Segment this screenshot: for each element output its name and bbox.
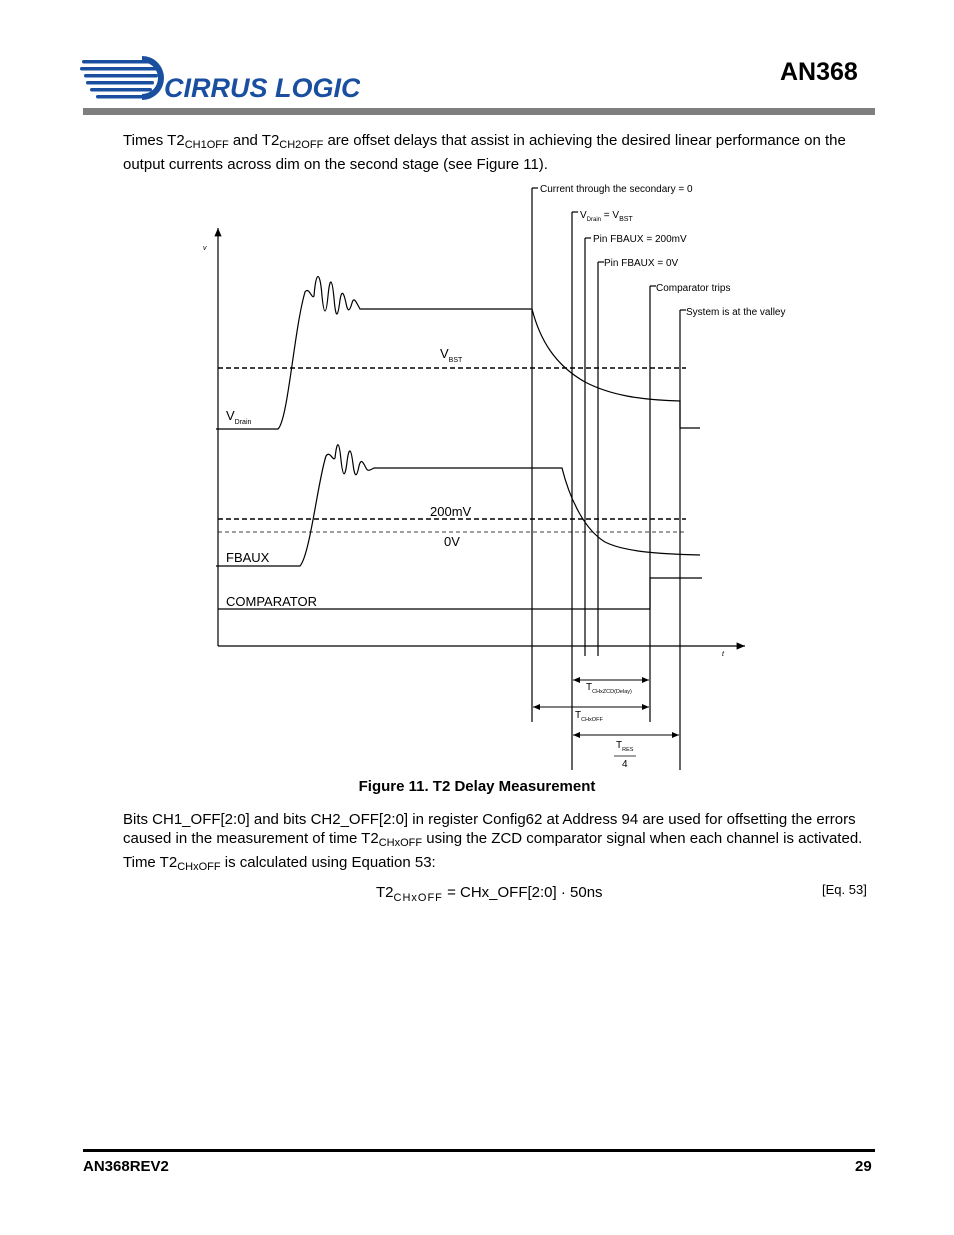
body-paragraph: Bits CH1_OFF[2:0] and bits CH2_OFF[2:0] in register Config62 at Address 94 are used for offsetting the errors caused in the measurement of time $T2_{CHxOFF}$ using the ZCD comparator signal when each channel is activated. Time $T2_{CHxOFF}$ is calculated using Equation 53: — [123, 811, 863, 873]
label-200mv: 200mV — [430, 504, 472, 519]
x-axis-label: t — [722, 651, 724, 658]
label-comparator: COMPARATOR — [226, 594, 318, 609]
label-vbst: $V_{BST}$ — [440, 346, 463, 364]
annotation-fbaux-0v: Pin FBAUX = 0V — [604, 258, 679, 269]
timing-diagram — [195, 178, 815, 778]
logo-mark-icon — [80, 50, 360, 110]
label-tres-denominator: 4 — [622, 759, 628, 770]
label-fbaux: FBAUX — [226, 550, 270, 565]
label-tres: $T_{RES}$ — [616, 740, 634, 753]
label-0v: 0V — [444, 534, 460, 549]
header-rule — [83, 108, 875, 115]
figure-caption: Figure 11. T2 Delay Measurement — [358, 778, 596, 795]
footer-doc-revision: AN368REV2 — [83, 1158, 169, 1175]
annotation-comparator-trips: Comparator trips — [656, 283, 731, 294]
footer-page-number: 29 — [855, 1158, 872, 1175]
annotation-current-secondary: Current through the secondary = 0 — [540, 184, 693, 195]
logo-wordmark: CIRRUS LOGIC — [164, 73, 360, 103]
document-id: AN368 — [780, 58, 858, 86]
timing-diagram-svg — [195, 178, 815, 778]
footer-rule — [83, 1149, 875, 1152]
label-tzcd: $T_{CHxZCD(Delay)}$ — [586, 682, 632, 695]
cirrus-logic-logo — [80, 50, 360, 110]
annotation-valley: System is at the valley — [686, 307, 786, 318]
label-vdrain: $V_{Drain}$ — [226, 408, 252, 426]
annotation-fbaux-200mv: Pin FBAUX = 200mV — [593, 234, 687, 245]
annotation-vdrain-vbst: $V_{Drain} = V_{BST}$ — [580, 210, 633, 223]
equation-53: $T2_{CHxOFF}$ = CHx_OFF[2:0] · 50ns — [376, 884, 603, 904]
intro-paragraph: Times $T2_{CH1OFF}$ and $T2_{CH2OFF}$ are offset delays that assist in achieving the desired linear performance on the output currents across dim on the second stage (see Figure 11). — [123, 132, 846, 173]
label-toff: $T_{CHxOFF}$ — [575, 710, 603, 723]
y-axis-label: v — [203, 245, 207, 252]
vdrain-waveform — [216, 277, 700, 430]
equation-number: [Eq. 53] — [822, 882, 867, 897]
